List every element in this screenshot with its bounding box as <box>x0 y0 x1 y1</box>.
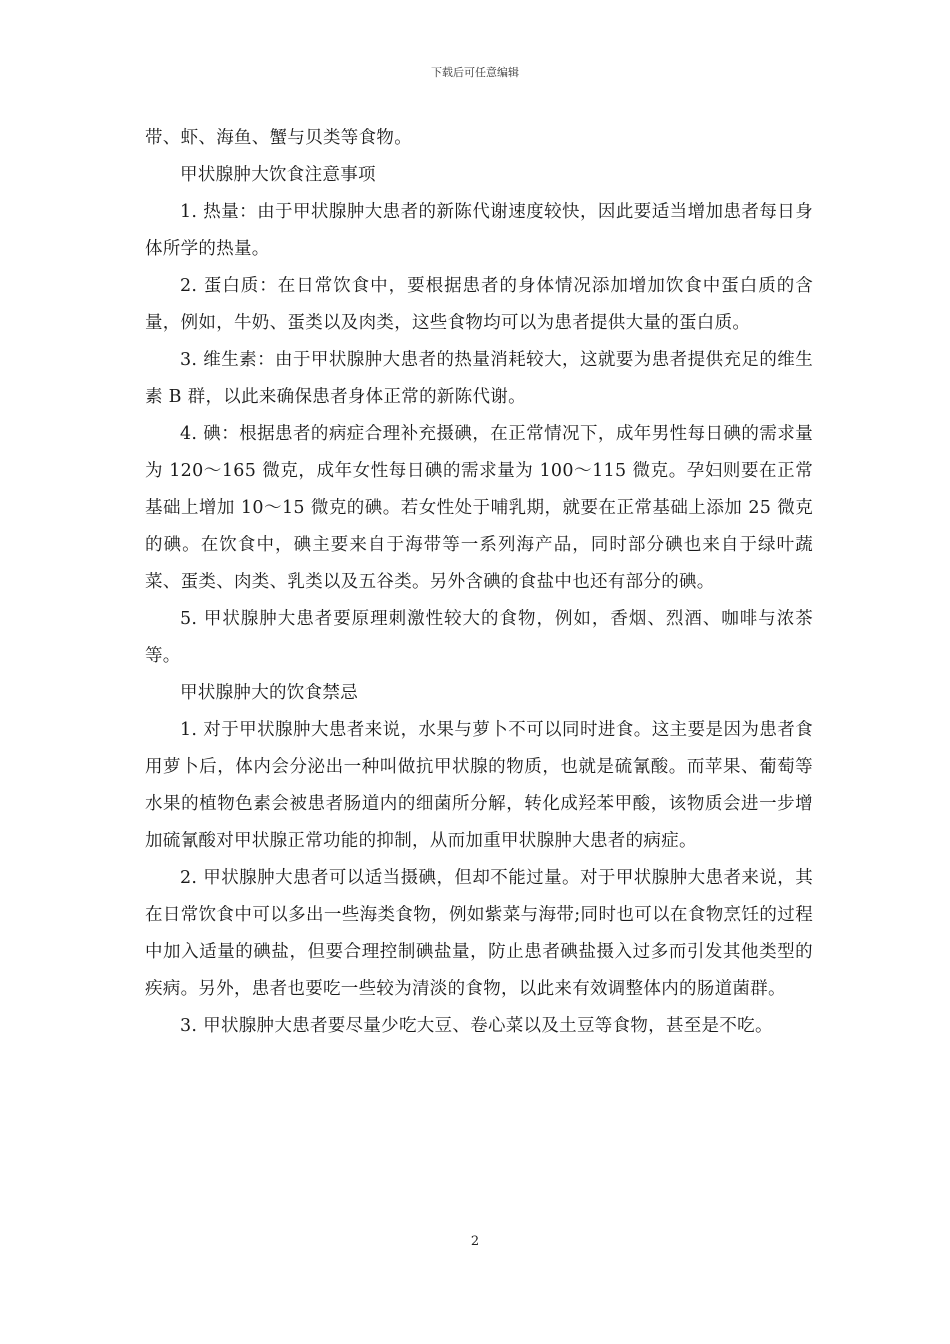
page-number: 2 <box>470 1234 480 1249</box>
paragraph-iodine: 4. 碘：根据患者的病症合理补充摄碘，在正常情况下，成年男性每日碘的需求量为 120～165 微克，成年女性每日碘的需求量为 100～115 微克。孕妇则要在正常基础上增加 10～15 微克的碘。若女性处于哺乳期，就要在正常基础上添加 25 微克的碘。在饮食中，碘主要来自于海带等一系列海产品，同时部分碘也来自于绿叶蔬菜、蛋类、肉类、乳类以及五谷类。另外含碘的食盐中也还有部分的碘。 <box>145 424 813 592</box>
page-header: 下载后可任意编辑 <box>431 66 519 79</box>
paragraph-avoid-foods: 3. 甲状腺肿大患者要尽量少吃大豆、卷心菜以及土豆等食物，甚至是不吃。 <box>180 1016 773 1036</box>
paragraph-protein: 2. 蛋白质：在日常饮食中，要根据患者的身体情况添加增加饮食中蛋白质的含量，例如，牛奶、蛋类以及肉类，这些食物均可以为患者提供大量的蛋白质。 <box>145 276 813 333</box>
paragraph-continuation: 带、虾、海鱼、蟹与贝类等食物。 <box>145 128 412 148</box>
document-body <box>145 120 813 1045</box>
section-heading-diet-taboos: 甲状腺肿大的饮食禁忌 <box>180 683 358 703</box>
paragraph-calories: 1. 热量：由于甲状腺肿大患者的新陈代谢速度较快，因此要适当增加患者每日身体所学的热量。 <box>145 202 813 259</box>
paragraph-vitamins: 3. 维生素：由于甲状腺肿大患者的热量消耗较大，这就要为患者提供充足的维生素 B 群，以此来确保患者身体正常的新陈代谢。 <box>145 350 813 407</box>
paragraph-fruit-radish: 1. 对于甲状腺肿大患者来说，水果与萝卜不可以同时进食。这主要是因为患者食用萝卜后，体内会分泌出一种叫做抗甲状腺的物质，也就是硫氰酸。而苹果、葡萄等水果的植物色素会被患者肠道内的细菌所分解，转化成羟苯甲酸，该物质会进一步增加硫氰酸对甲状腺正常功能的抑制，从而加重甲状腺肿大患者的病症。 <box>145 720 813 851</box>
paragraph-irritants: 5. 甲状腺肿大患者要原理刺激性较大的食物，例如，香烟、烈酒、咖啡与浓茶等。 <box>145 609 813 666</box>
section-heading-diet-notes: 甲状腺肿大饮食注意事项 <box>180 165 376 185</box>
paragraph-iodine-limit: 2. 甲状腺肿大患者可以适当摄碘，但却不能过量。对于甲状腺肿大患者来说，其在日常饮食中可以多出一些海类食物，例如紫菜与海带;同时也可以在食物烹饪的过程中加入适量的碘盐，但要合理控制碘盐量，防止患者碘盐摄入过多而引发其他类型的疾病。另外，患者也要吃一些较为清淡的食物，以此来有效调整体内的肠道菌群。 <box>145 868 813 999</box>
